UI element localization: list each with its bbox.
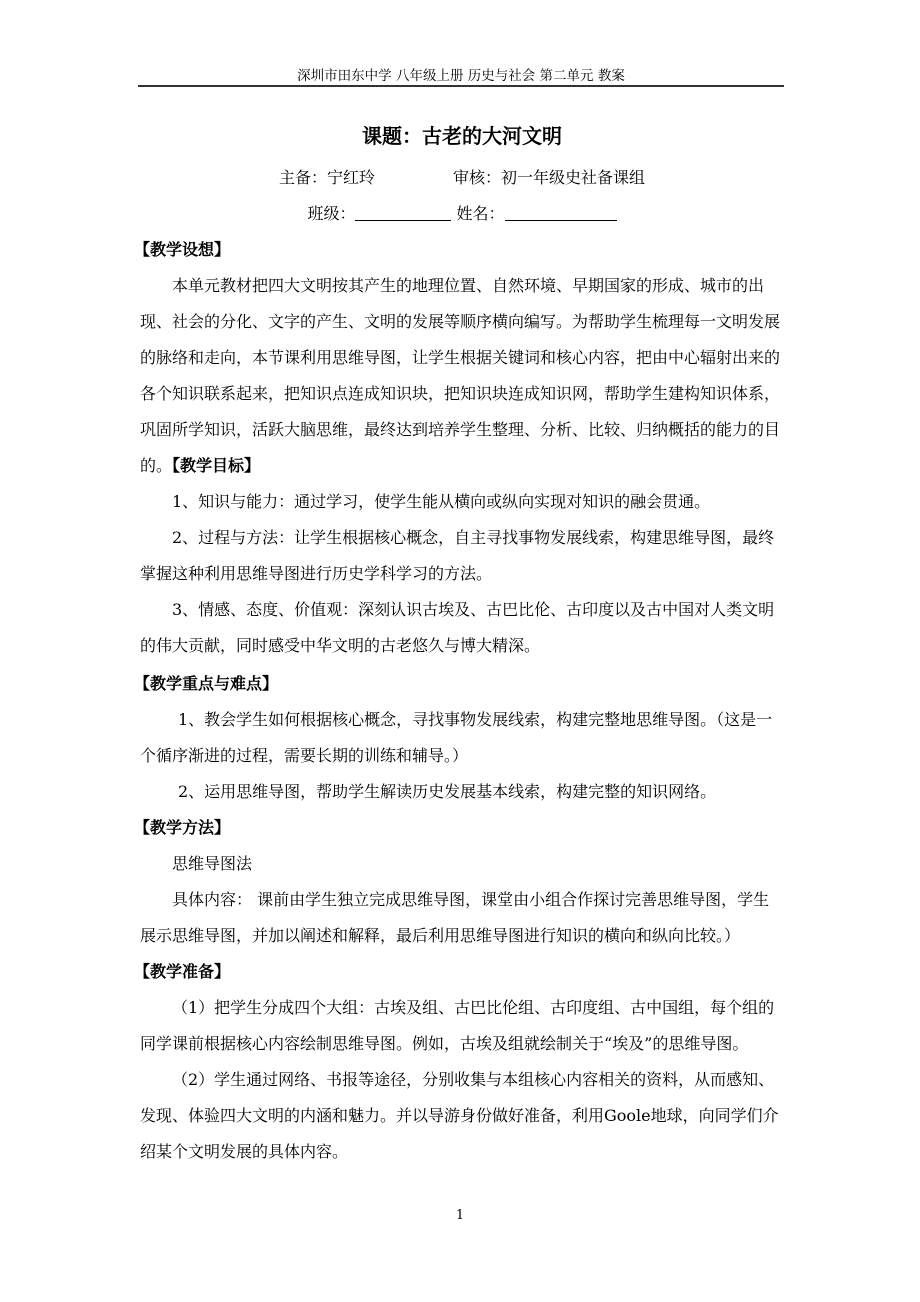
method-detail: 具体内容： 课前由学生独立完成思维导图，课堂由小组合作探讨完善思维导图，学生展示思维导图，并加以阐述和解释，最后利用思维导图进行知识的横向和纵向比较。） <box>140 890 770 945</box>
prep-item: （1）把学生分成四个大组：古埃及组、古巴比伦组、古印度组、古中国组，每个组的同学课前根据核心内容绘制思维导图。例如，古埃及组就绘制关于“埃及”的思维导图。 <box>140 998 775 1053</box>
idea-text: 本单元教材把四大文明按其产生的地理位置、自然环境、早期国家的形成、城市的出现、社会的分化、文字的产生、文明的发展等顺序横向编写。为帮助学生梳理每一文明发展的脉络和走向，本节课利用思维导图，让学生根据关键词和核心内容，把由中心辐射出来的各个知识联系起来，把知识点连成知识块，把知识块连成知识网，帮助学生建构知识体系，巩固所学知识，活跃大脑思维，最终达到培养学生整理、分析、比较、归纳概括的能力的目的。 <box>140 276 781 475</box>
idea-paragraph <box>140 268 784 484</box>
author-label: 主备：宁红玲 <box>278 168 375 187</box>
keypoint-item: 2、运用思维导图，帮助学生解读历史发展基本线索，构建完整的知识网络。 <box>178 782 717 801</box>
page-number: 1 <box>455 1208 465 1223</box>
class-label: 班级： <box>307 204 356 223</box>
document-body <box>134 232 784 1170</box>
page-header: 深圳市田东中学 八年级上册 历史与社会 第二单元 教案 <box>297 68 625 84</box>
header-rule <box>138 85 784 87</box>
name-blank[interactable] <box>505 204 617 221</box>
goal-item: 2、过程与方法：让学生根据核心概念，自主寻找事物发展线索，构建思维导图，最终掌握这种利用思维导图进行历史学科学习的方法。 <box>140 528 775 583</box>
reviewer-label: 审核：初一年级史社备课组 <box>453 168 646 187</box>
page-title: 课题：古老的大河文明 <box>362 124 562 148</box>
goal-item: 3、情感、态度、价值观：深刻认识古埃及、古巴比伦、古印度以及古中国对人类文明的伟大贡献，同时感受中华文明的古老悠久与博大精深。 <box>140 600 775 655</box>
author-line <box>140 165 784 188</box>
keypoints-heading: 【教学重点与难点】 <box>134 674 279 693</box>
goal-item: 1、知识与能力：通过学习，使学生能从横向或纵向实现对知识的融会贯通。 <box>172 492 711 511</box>
idea-heading: 【教学设想】 <box>134 240 231 259</box>
prep-item: （2）学生通过网络、书报等途径，分别收集与本组核心内容相关的资料，从而感知、发现、体验四大文明的内涵和魅力。并以导游身份做好准备，利用Goole地球，向同学们介绍某个文明发展的具体内容。 <box>140 1070 779 1161</box>
class-blank[interactable] <box>355 204 451 221</box>
class-name-line <box>140 201 784 224</box>
method-heading: 【教学方法】 <box>134 818 231 837</box>
name-label: 姓名： <box>456 204 505 223</box>
method-name: 思维导图法 <box>172 854 253 873</box>
goals-heading: 【教学目标】 <box>172 456 261 475</box>
prep-heading: 【教学准备】 <box>134 962 231 981</box>
keypoint-item: 1、教会学生如何根据核心概念，寻找事物发展线索，构建完整地思维导图。（这是一个循序渐进的过程，需要长期的训练和辅导。） <box>140 710 773 765</box>
